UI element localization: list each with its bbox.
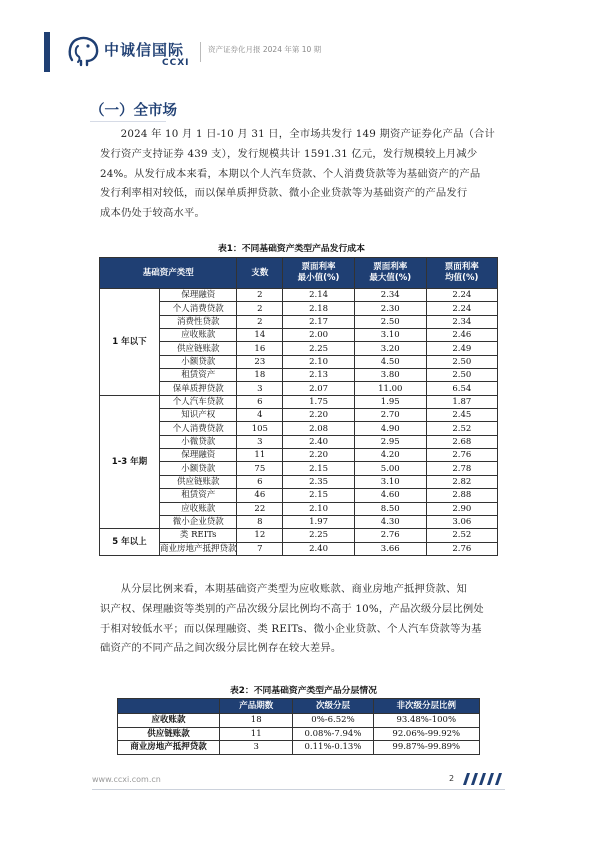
table-cell: 2.78 bbox=[426, 462, 497, 475]
table-header-cell: 基础资产类型 bbox=[100, 258, 237, 289]
table-cell: 供应链账款 bbox=[159, 475, 237, 488]
table-cell: 2.76 bbox=[354, 529, 426, 542]
table-cell: 2.45 bbox=[426, 409, 497, 422]
decorative-slashes-icon bbox=[460, 773, 506, 785]
table-cell: 2.52 bbox=[426, 529, 497, 542]
table-cell: 2.95 bbox=[354, 435, 426, 448]
footer-divider bbox=[92, 789, 505, 790]
table-row bbox=[100, 435, 498, 448]
paragraph-tranching bbox=[100, 580, 498, 659]
table-cell: 商业房地产抵押贷款 bbox=[159, 543, 237, 554]
table-cell: 1.97 bbox=[283, 515, 355, 528]
table-row bbox=[100, 489, 498, 502]
table-header-cell bbox=[426, 258, 497, 289]
table-row bbox=[100, 369, 498, 382]
table-cell: 2.82 bbox=[426, 475, 497, 488]
table-row bbox=[100, 529, 498, 542]
table-cell: 6 bbox=[237, 475, 283, 488]
table-cell: 3 bbox=[237, 382, 283, 395]
table-cell: 2.14 bbox=[283, 289, 355, 302]
table-cell: 2.08 bbox=[283, 422, 355, 435]
table-cell: 2.15 bbox=[283, 489, 355, 502]
table-cell: 16 bbox=[237, 342, 283, 355]
table-cell: 2.18 bbox=[283, 302, 355, 315]
table-cell: 0%-6.52% bbox=[293, 714, 373, 728]
table-cell: 2.40 bbox=[283, 542, 355, 555]
table-header-cell: 非次级分层比例 bbox=[373, 699, 479, 714]
table-cell: 2.20 bbox=[283, 449, 355, 462]
paragraph-line: 发行资产支持证券 439 支），发行规模共计 1591.31 亿元，发行规模较上月减少 bbox=[100, 147, 478, 160]
table-cell: 商业房地产抵押贷款 bbox=[118, 741, 220, 755]
table-cell: 4 bbox=[237, 409, 283, 422]
table-cell: 保理融资 bbox=[159, 449, 237, 462]
table-cell: 12 bbox=[237, 529, 283, 542]
table-cell: 租赁资产 bbox=[159, 369, 237, 382]
paragraph-line: 于相对较低水平；而以保理融资、类 REITs、微小企业贷款、个人汽车贷款等为基 bbox=[100, 622, 482, 635]
table-cell: 1.75 bbox=[283, 395, 355, 408]
table-cell: 2.20 bbox=[283, 409, 355, 422]
table-cell: 2.24 bbox=[426, 302, 497, 315]
table-row bbox=[100, 289, 498, 302]
table-cell: 2.13 bbox=[283, 369, 355, 382]
table-header-line: 最大值(%) bbox=[369, 273, 412, 283]
report-title: 资产证券化月报 2024 年第 10 期 bbox=[208, 45, 322, 54]
footer-url: www.ccxi.com.cn bbox=[92, 775, 161, 784]
table-cell: 3.80 bbox=[354, 369, 426, 382]
table-cell: 供应链账款 bbox=[159, 342, 237, 355]
table-cell: 应收账款 bbox=[118, 714, 220, 728]
table-header-line: 票面利率 bbox=[373, 262, 408, 272]
table-header-cell bbox=[283, 258, 355, 289]
table-cell: 18 bbox=[237, 369, 283, 382]
table-cell: 2.88 bbox=[426, 489, 497, 502]
table-cell: 4.50 bbox=[354, 355, 426, 368]
table-cell: 3.66 bbox=[354, 542, 426, 555]
table-cell: 92.06%-99.92% bbox=[373, 727, 479, 741]
table-cell: 2.10 bbox=[283, 502, 355, 515]
elephant-logo-icon bbox=[66, 34, 102, 68]
table-cell: 3.20 bbox=[354, 342, 426, 355]
table-cell: 14 bbox=[237, 329, 283, 342]
table-cell: 8 bbox=[237, 515, 283, 528]
table-header-cell: 支数 bbox=[237, 258, 283, 289]
paragraph-line: 成本仍处于较高水平。 bbox=[100, 207, 205, 220]
table-cell: 6 bbox=[237, 395, 283, 408]
issuance-cost-table bbox=[99, 257, 498, 556]
table-cell: 2.70 bbox=[354, 409, 426, 422]
paragraph-line: 础资产的不同产品之间次级分层比例存在较大差异。 bbox=[100, 642, 342, 655]
group-label-cell: 5 年以上 bbox=[100, 529, 160, 556]
header-accent-bar bbox=[44, 32, 50, 72]
logo-english-name: CCXI bbox=[162, 58, 190, 68]
table-cell: 18 bbox=[220, 714, 293, 728]
table-cell: 知识产权 bbox=[159, 409, 237, 422]
table-cell: 4.60 bbox=[354, 489, 426, 502]
logo-chinese-name: 中诚信国际 bbox=[104, 41, 185, 59]
table-cell: 2.07 bbox=[283, 382, 355, 395]
table-cell: 应收账款 bbox=[159, 502, 237, 515]
paragraph-line: 发行利率相对较低，而以保单质押贷款、微小企业贷款等为基础资产的产品发行 bbox=[100, 187, 468, 200]
table-cell: 11.00 bbox=[354, 382, 426, 395]
table-cell: 22 bbox=[237, 502, 283, 515]
table-cell: 2 bbox=[237, 315, 283, 328]
table-cell: 2.76 bbox=[426, 449, 497, 462]
table-cell: 3.10 bbox=[354, 475, 426, 488]
table-row bbox=[100, 315, 498, 328]
table-cell: 75 bbox=[237, 462, 283, 475]
table-cell: 应收账款 bbox=[159, 329, 237, 342]
table-cell: 类 REITs bbox=[159, 529, 237, 542]
table-cell: 个人消费贷款 bbox=[159, 302, 237, 315]
table-cell: 2.00 bbox=[283, 329, 355, 342]
table-cell: 11 bbox=[237, 449, 283, 462]
company-logo bbox=[66, 34, 196, 72]
table-cell: 租赁资产 bbox=[159, 489, 237, 502]
table-header-row bbox=[118, 699, 480, 714]
table-row bbox=[100, 355, 498, 368]
group-label-cell: 1-3 年期 bbox=[100, 395, 160, 528]
table-header-cell bbox=[354, 258, 426, 289]
table-row bbox=[118, 741, 480, 755]
table-row bbox=[100, 382, 498, 395]
section-title: （一）全市场 bbox=[90, 103, 177, 119]
table-cell: 46 bbox=[237, 489, 283, 502]
table-cell: 2.30 bbox=[354, 302, 426, 315]
table-cell: 11 bbox=[220, 727, 293, 741]
page-number: 2 bbox=[449, 774, 455, 783]
table-cell: 3.06 bbox=[426, 515, 497, 528]
table-cell: 消费性贷款 bbox=[159, 315, 237, 328]
section-underline bbox=[90, 121, 166, 122]
table-header-line: 均值(%) bbox=[445, 273, 479, 283]
table-row bbox=[100, 542, 498, 555]
table-cell: 0.11%-0.13% bbox=[293, 741, 373, 755]
table-cell: 2.34 bbox=[426, 315, 497, 328]
table-cell: 保理融资 bbox=[159, 289, 237, 302]
table-cell: 2.24 bbox=[426, 289, 497, 302]
table-header-cell: 产品期数 bbox=[220, 699, 293, 714]
table-row bbox=[100, 395, 498, 408]
table-row bbox=[100, 515, 498, 528]
table-row bbox=[118, 714, 480, 728]
table-row bbox=[100, 502, 498, 515]
table-cell: 2.50 bbox=[426, 369, 497, 382]
table-cell: 3.10 bbox=[354, 329, 426, 342]
paragraph-line: 24%。从发行成本来看，本期以个人汽车贷款、个人消费贷款等为基础资产的产品 bbox=[100, 167, 481, 180]
table-cell: 2.68 bbox=[426, 435, 497, 448]
table1-caption: 表1：不同基础资产类型产品发行成本 bbox=[218, 244, 365, 254]
table-row bbox=[100, 302, 498, 315]
table-cell: 3 bbox=[237, 435, 283, 448]
table-cell: 个人消费贷款 bbox=[159, 422, 237, 435]
table-cell: 小微贷款 bbox=[159, 435, 237, 448]
table-header-row bbox=[100, 258, 498, 289]
table-cell: 8.50 bbox=[354, 502, 426, 515]
table-cell: 99.87%-99.89% bbox=[373, 741, 479, 755]
table-row bbox=[100, 449, 498, 462]
table-cell: 2.76 bbox=[426, 542, 497, 555]
table-cell: 2.40 bbox=[283, 435, 355, 448]
table-cell: 2.35 bbox=[283, 475, 355, 488]
table-cell: 6.54 bbox=[426, 382, 497, 395]
table-cell: 5.00 bbox=[354, 462, 426, 475]
table-cell: 4.90 bbox=[354, 422, 426, 435]
table-header-line: 票面利率 bbox=[444, 262, 479, 272]
table-cell: 2.25 bbox=[283, 529, 355, 542]
table-cell: 1.95 bbox=[354, 395, 426, 408]
table-cell: 供应链账款 bbox=[118, 727, 220, 741]
table-row bbox=[100, 409, 498, 422]
table-row bbox=[100, 422, 498, 435]
table-cell: 4.30 bbox=[354, 515, 426, 528]
table-row bbox=[118, 727, 480, 741]
table-cell: 2.50 bbox=[354, 315, 426, 328]
table-cell: 小额贷款 bbox=[159, 462, 237, 475]
table-cell: 2.46 bbox=[426, 329, 497, 342]
table-cell: 105 bbox=[237, 422, 283, 435]
paragraph-line: 从分层比例来看，本期基础资产类型为应收账款、商业房地产抵押贷款、知 bbox=[120, 583, 467, 595]
table-cell: 4.20 bbox=[354, 449, 426, 462]
table-cell: 2.52 bbox=[426, 422, 497, 435]
table-cell: 2.49 bbox=[426, 342, 497, 355]
table-cell: 2.50 bbox=[426, 355, 497, 368]
tranching-table bbox=[117, 698, 480, 755]
header-separator bbox=[200, 42, 201, 62]
table-cell: 2.17 bbox=[283, 315, 355, 328]
table-row bbox=[100, 462, 498, 475]
table-cell: 2.10 bbox=[283, 355, 355, 368]
table-cell: 3 bbox=[220, 741, 293, 755]
table-row bbox=[100, 342, 498, 355]
table-cell: 93.48%-100% bbox=[373, 714, 479, 728]
group-label-cell: 1 年以下 bbox=[100, 289, 160, 396]
paragraph-line: 2024 年 10 月 1 日-10 月 31 日，全市场共发行 149 期资产证券化产品（合计 bbox=[120, 128, 495, 140]
table-cell: 2.90 bbox=[426, 502, 497, 515]
table-cell: 2.15 bbox=[283, 462, 355, 475]
table-header-cell: 次级分层 bbox=[293, 699, 373, 714]
paragraph-line: 识产权、保理融资等类别的产品次级分层比例均不高于 10%，产品次级分层比例处 bbox=[100, 602, 484, 615]
table-cell: 2 bbox=[237, 302, 283, 315]
table-header-line: 票面利率 bbox=[301, 262, 336, 272]
table-cell: 小额贷款 bbox=[159, 355, 237, 368]
table-header-cell bbox=[118, 699, 220, 714]
table-cell: 微小企业贷款 bbox=[159, 515, 237, 528]
table-row bbox=[100, 475, 498, 488]
table-cell: 2.25 bbox=[283, 342, 355, 355]
table-cell: 2 bbox=[237, 289, 283, 302]
table-row bbox=[100, 329, 498, 342]
table-header-line: 最小值(%) bbox=[297, 273, 340, 283]
table-cell: 7 bbox=[237, 542, 283, 555]
table-cell: 0.08%-7.94% bbox=[293, 727, 373, 741]
table-cell: 个人汽车贷款 bbox=[159, 395, 237, 408]
table-cell: 23 bbox=[237, 355, 283, 368]
table-cell: 保单质押贷款 bbox=[159, 382, 237, 395]
paragraph-market-overview bbox=[100, 125, 498, 224]
table-cell: 1.87 bbox=[426, 395, 497, 408]
table-cell: 2.34 bbox=[354, 289, 426, 302]
table2-caption: 表2：不同基础资产类型产品分层情况 bbox=[230, 686, 377, 696]
